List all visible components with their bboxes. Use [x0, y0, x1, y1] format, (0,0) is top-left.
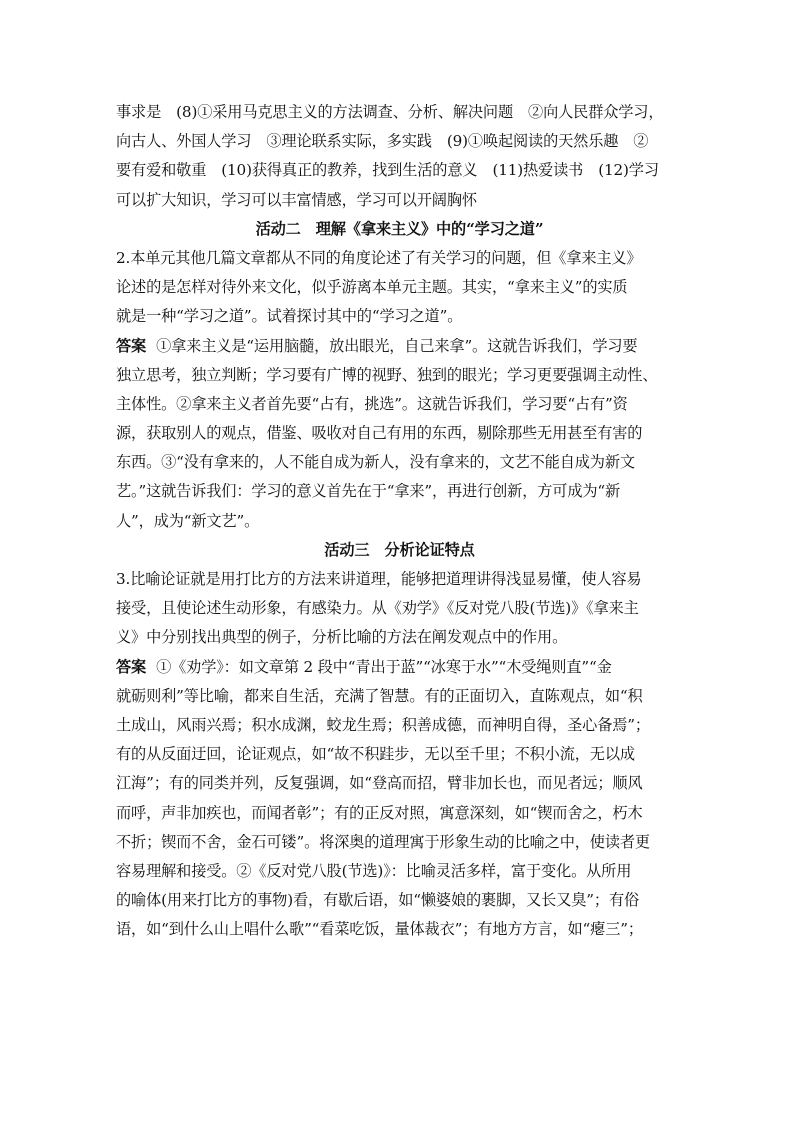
answer-first-line: [116, 653, 683, 682]
question-line: 3.比喻论证就是用打比方的方法来讲道理，能够把道理讲得浅显易懂，使人容易: [116, 570, 642, 588]
question-line: 义》中分别找出典型的例子，分析比喻的方法在阐发观点中的作用。: [116, 628, 568, 647]
text-line: 事求是 (8)①采用马克思主义的方法调查、分析、解决问题 ②向人民群众学习，: [116, 103, 664, 121]
answer-line: 源，获取别人的观点，借鉴、吸收对自己有用的东西，剔除那些无用甚至有害的: [116, 424, 643, 443]
question-line: 论述的是怎样对待外来文化，似乎游离本单元主题。其实，“拿来主义”的实质: [116, 278, 628, 297]
answer-first-line: [116, 332, 683, 361]
text-line: 可以扩大知识，学习可以丰富情感，学习可以开阔胸怀: [116, 190, 477, 209]
question-line: 接受，且使论述生动形象，有感染力。从《劝学》《反对党八股(节选)》《拿来主: [116, 599, 639, 618]
answer-line: 主体性。②拿来主义者首先要“占有，挑选”。这就告诉我们，学习要“占有”资: [116, 394, 628, 413]
document-body: [116, 98, 683, 944]
answer-text: ①拿来主义是“运用脑髓，放出眼光，自己来拿”。这就告诉我们，学习要: [156, 336, 638, 355]
answer-line: 容易理解和接受。②《反对党八股(节选)》：比喻灵活多样，富于变化。从所用: [116, 861, 632, 880]
answer-line: 有的从反面迂回，论证观点，如“故不积跬步，无以至千里；不积小流，无以成: [116, 745, 635, 764]
answer-text: ①《劝学》：如文章第 2 段中“青出于蓝”“冰寒于水”“木受绳则直”“金: [156, 657, 612, 676]
answer-line: 土成山，风雨兴焉；积水成渊，蛟龙生焉；积善成德，而神明自得，圣心备焉”；: [116, 715, 650, 734]
answer-line: 就砺则利”等比喻，都来自生活，充满了智慧。有的正面切入，直陈观点，如“积: [116, 686, 643, 705]
activity-3-heading: 活动三 分析论证特点: [324, 540, 475, 559]
answer-line: 的喻体(用来打比方的事物)看，有歇后语，如“懒婆娘的裹脚，又长又臭”；有俗: [116, 891, 640, 910]
answer-line: 语，如“到什么山上唱什么歌”“看菜吃饭，量体裁衣”；有地方方言，如“瘪三”；: [116, 920, 643, 939]
text-line: 向古人、外国人学习 ③理论联系实际，多实践 (9)①唤起阅读的天然乐趣 ②: [116, 132, 649, 151]
answer-line: 独立思考，独立判断；学习要有广博的视野、独到的眼光；学习更要强调主动性、: [116, 365, 658, 384]
answer-line: 而呼，声非加疾也，而闻者彰”；有的正反对照，寓意深刻，如“锲而舍之，朽木: [116, 803, 643, 822]
answer-label: 答案: [116, 336, 147, 355]
question-line: 2.本单元其他几篇文章都从不同的角度论述了有关学习的问题，但《拿来主义》: [116, 248, 642, 267]
answer-line: 东西。③“没有拿来的，人不能自成为新人，没有拿来的，文艺不能自成为新文: [116, 453, 635, 472]
answer-line: 人”，成为“新文艺”。: [116, 511, 260, 530]
answer-line: 不折；锲而不舍，金石可镂”。将深奥的道理寓于形象生动的比喻之中，使读者更: [116, 832, 650, 851]
answer-line: 江海”；有的同类并列，反复强调，如“登高而招，臂非加长也，而见者远；顺风: [116, 774, 643, 793]
question-line: 就是一种“学习之道”。试着探讨其中的“学习之道”。: [116, 307, 463, 326]
activity-2-heading: 活动二 理解《拿来主义》中的“学习之道”: [255, 219, 544, 238]
answer-label: 答案: [116, 657, 147, 676]
text-line: 要有爱和敬重 (10)获得真正的教养，找到生活的意义 (11)热爱读书 (12)学习: [116, 161, 659, 180]
answer-line: 艺。”这就告诉我们：学习的意义首先在于“拿来”，再进行创新，方可成为“新: [116, 482, 621, 501]
